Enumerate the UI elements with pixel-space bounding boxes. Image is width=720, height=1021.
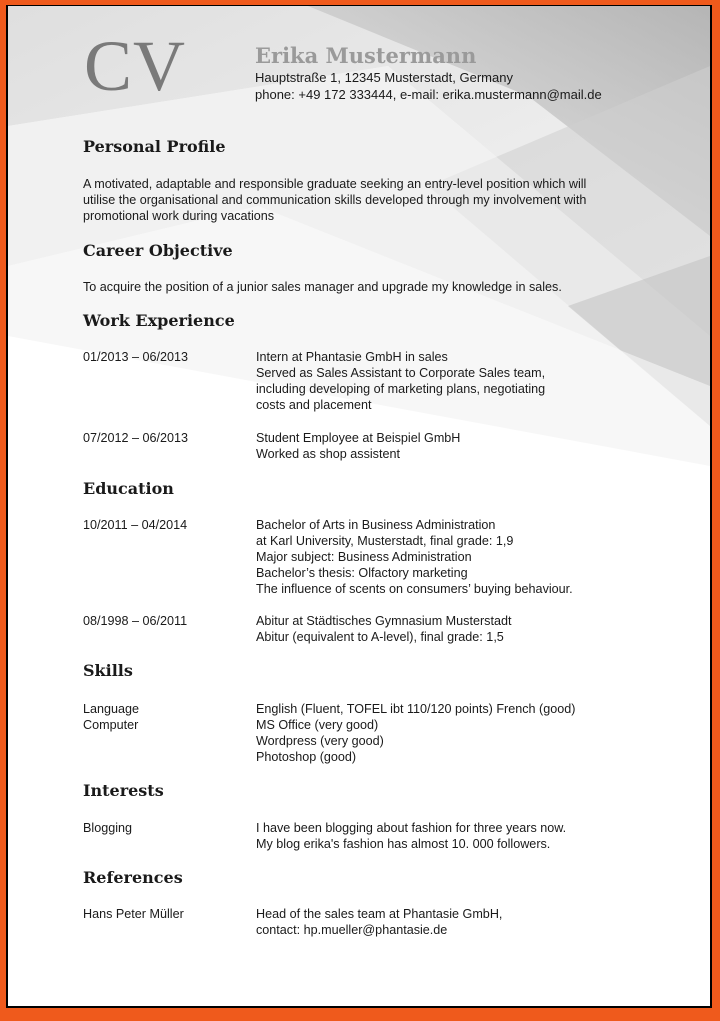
work-date: 01/2013 – 06/2013 (83, 350, 189, 364)
person-name: Erika Mustermann (255, 43, 477, 68)
skill-detail: Photoshop (good) (256, 750, 357, 764)
reference-detail: Head of the sales team at Phantasie GmbH, (256, 907, 503, 921)
address: Hauptstraße 1, 12345 Musterstadt, Germany (255, 70, 513, 85)
cv-monogram: CV (84, 26, 187, 106)
work-detail: Served as Sales Assistant to Corporate Sales team, (256, 366, 546, 380)
work-detail: Worked as shop assistent (256, 447, 400, 461)
profile-line: promotional work during vacations (83, 209, 275, 223)
objective-text: To acquire the position of a junior sales manager and upgrade my knowledge in sales. (83, 280, 562, 294)
reference-name: Hans Peter Müller (83, 907, 184, 921)
education-detail: Bachelor of Arts in Business Administration (256, 518, 496, 532)
reference-detail: contact: hp.mueller@phantasie.de (256, 923, 448, 937)
profile-line: utilise the organisational and communication skills developed through my involvement with (83, 193, 587, 207)
interest-label: Blogging (83, 821, 133, 835)
skill-label: Computer (83, 718, 139, 732)
education-detail: The influence of scents on consumers’ buying behaviour. (256, 582, 573, 596)
work-detail: Student Employee at Beispiel GmbH (256, 431, 461, 445)
education-detail: at Karl University, Musterstadt, final grade: 1,9 (256, 534, 514, 548)
skill-detail: MS Office (very good) (256, 718, 379, 732)
skill-detail: Wordpress (very good) (256, 734, 384, 748)
contact-info: phone: +49 172 333444, e-mail: erika.mustermann@mail.de (255, 87, 602, 102)
work-detail: Intern at Phantasie GmbH in sales (256, 350, 448, 364)
section-title-profile: Personal Profile (83, 137, 226, 156)
education-detail: Abitur at Städtisches Gymnasium Musterstadt (256, 614, 512, 628)
education-date: 10/2011 – 04/2014 (83, 518, 188, 532)
interest-detail: I have been blogging about fashion for three years now. (256, 821, 567, 835)
section-title-references: References (83, 868, 183, 887)
education-detail: Bachelor’s thesis: Olfactory marketing (256, 566, 468, 580)
section-title-interests: Interests (83, 781, 164, 800)
section-title-education: Education (83, 479, 174, 498)
work-date: 07/2012 – 06/2013 (83, 431, 189, 445)
education-detail: Major subject: Business Administration (256, 550, 472, 564)
section-title-objective: Career Objective (83, 241, 233, 260)
profile-line: A motivated, adaptable and responsible graduate seeking an entry-level position which will (83, 177, 587, 191)
interest-detail: My blog erika's fashion has almost 10. 000 followers. (256, 837, 551, 851)
work-detail: costs and placement (256, 398, 372, 412)
section-title-skills: Skills (83, 661, 133, 680)
section-title-work: Work Experience (83, 311, 235, 330)
cv-page (8, 6, 710, 1006)
work-detail: including developing of marketing plans, negotiating (256, 382, 546, 396)
skill-label: Language (83, 702, 140, 716)
skill-detail: English (Fluent, TOFEL ibt 110/120 points) French (good) (256, 702, 576, 716)
education-detail: Abitur (equivalent to A-level), final grade: 1,5 (256, 630, 504, 644)
education-date: 08/1998 – 06/2011 (83, 614, 188, 628)
